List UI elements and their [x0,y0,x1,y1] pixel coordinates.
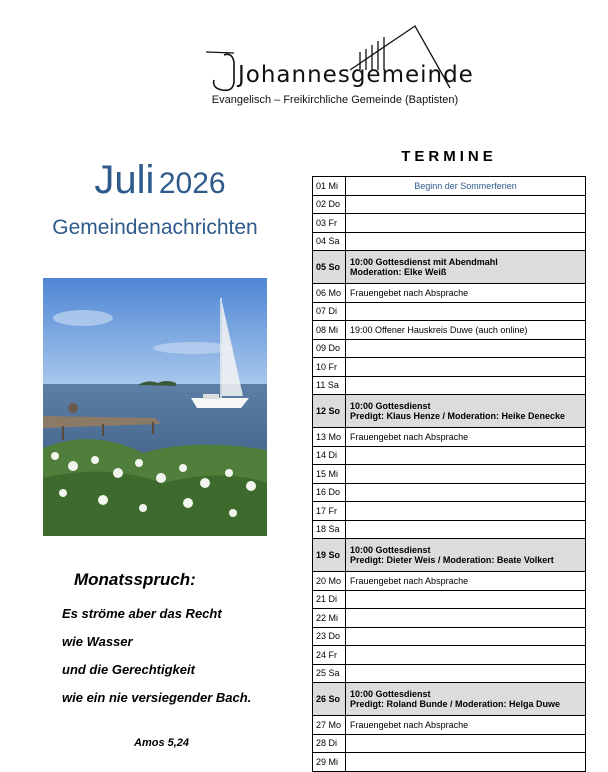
calendar-row [312,321,586,340]
calendar-day: 23 Do [313,628,346,646]
event-line: 10:00 Gottesdienst [350,401,431,411]
calendar-row [312,716,586,735]
calendar-day: 07 Di [313,303,346,321]
logo-wordmark: Johannesgemeinde [238,62,474,88]
calendar-day: 27 Mo [313,716,346,734]
calendar-row [312,484,586,503]
month-name: Juli [94,158,155,202]
verse-line-3: und die Gerechtigkeit [62,662,195,677]
calendar-row [312,521,586,540]
calendar-day: 13 Mo [313,428,346,446]
calendar-row [312,591,586,610]
calendar-event [346,284,585,302]
calendar-event [346,716,585,734]
calendar-row [312,646,586,665]
calendar-day: 15 Mi [313,465,346,483]
calendar-event [346,233,585,251]
calendar-day: 19 So [313,539,346,571]
calendar-event [346,628,585,646]
calendar-event [346,484,585,502]
calendar-row [312,196,586,215]
calendar-row [312,447,586,466]
calendar-day: 10 Fr [313,358,346,376]
logo-subtitle: Evangelisch – Freikirchliche Gemeinde (Baptisten) [211,94,459,106]
newsletter-subtitle: Gemeindenachrichten [52,216,258,239]
calendar-day: 26 So [313,683,346,715]
event-detail: Moderation: Elke Weiß [350,267,447,277]
calendar-day: 28 Di [313,735,346,753]
calendar-event [346,251,585,283]
calendar-day: 17 Fr [313,502,346,520]
monatsspruch-title: Monatsspruch: [74,570,196,589]
calendar-event [346,539,585,571]
calendar-row [312,665,586,684]
event-line: 10:00 Gottesdienst mit Abendmahl [350,257,498,267]
event-detail: Predigt: Roland Bunde / Moderation: Helga Duwe [350,699,561,709]
calendar-event [346,358,585,376]
calendar-row [312,284,586,303]
calendar-event [346,428,585,446]
calendar-event [346,665,585,683]
calendar-day: 08 Mi [313,321,346,339]
calendar-day: 16 Do [313,484,346,502]
calendar-event [346,377,585,395]
calendar-event [346,753,585,771]
calendar-day: 12 So [313,395,346,427]
calendar-table [312,176,586,772]
church-logo [200,22,474,112]
event-line: Frauengebet nach Absprache [350,431,469,442]
verse-reference: Amos 5,24 [134,737,190,749]
termine-title: TERMINE [401,148,497,165]
calendar-event [346,646,585,664]
calendar-row [312,683,586,716]
calendar-row [312,377,586,396]
calendar-day: 01 Mi [313,177,346,195]
calendar-day: 21 Di [313,591,346,609]
calendar-row [312,628,586,647]
calendar-event [346,214,585,232]
calendar-day: 03 Fr [313,214,346,232]
calendar-row [312,609,586,628]
calendar-day: 04 Sa [313,233,346,251]
calendar-day: 06 Mo [313,284,346,302]
verse-line-1: Es ströme aber das Recht [62,606,222,621]
lake-photo [43,278,267,536]
calendar-event [346,196,585,214]
event-line: 10:00 Gottesdienst [350,545,431,555]
event-detail: Predigt: Klaus Henze / Moderation: Heike Denecke [350,411,566,421]
calendar-day: 20 Mo [313,572,346,590]
event-line: Frauengebet nach Absprache [350,575,469,586]
event-detail: Predigt: Dieter Weis / Moderation: Beate Volkert [350,555,554,565]
event-line: 19:00 Offener Hauskreis Duwe (auch online) [350,324,528,335]
calendar-day: 25 Sa [313,665,346,683]
calendar-day: 24 Fr [313,646,346,664]
calendar-event [346,735,585,753]
calendar-event [346,321,585,339]
calendar-event [346,521,585,539]
calendar-event [346,609,585,627]
calendar-event [346,502,585,520]
calendar-row [312,340,586,359]
calendar-row [312,572,586,591]
calendar-row [312,214,586,233]
calendar-event [346,177,585,195]
calendar-day: 14 Di [313,447,346,465]
calendar-day: 09 Do [313,340,346,358]
calendar-day: 05 So [313,251,346,283]
calendar-row [312,428,586,447]
calendar-event [346,303,585,321]
calendar-day: 18 Sa [313,521,346,539]
calendar-event [346,465,585,483]
calendar-row [312,233,586,252]
verse-line-4: wie ein nie versiegender Bach. [62,690,252,705]
calendar-row [312,502,586,521]
calendar-event [346,572,585,590]
calendar-day: 22 Mi [313,609,346,627]
event-line: Frauengebet nach Absprache [350,287,469,298]
calendar-row [312,465,586,484]
calendar-row [312,539,586,572]
calendar-day: 29 Mi [313,753,346,771]
calendar-event [346,340,585,358]
year: 2026 [158,167,226,200]
calendar-row [312,251,586,284]
calendar-day: 02 Do [313,196,346,214]
verse-line-2: wie Wasser [62,634,133,649]
calendar-event [346,395,585,427]
calendar-row [312,303,586,322]
calendar-row [312,177,586,196]
month-title [40,158,280,203]
calendar-row [312,735,586,754]
calendar-row [312,358,586,377]
calendar-event [346,447,585,465]
event-line: 10:00 Gottesdienst [350,689,431,699]
calendar-event [346,591,585,609]
event-line: Frauengebet nach Absprache [350,719,469,730]
calendar-event [346,683,585,715]
event-line: Beginn der Sommerferien [414,180,517,191]
calendar-row [312,753,586,772]
calendar-row [312,395,586,428]
calendar-day: 11 Sa [313,377,346,395]
